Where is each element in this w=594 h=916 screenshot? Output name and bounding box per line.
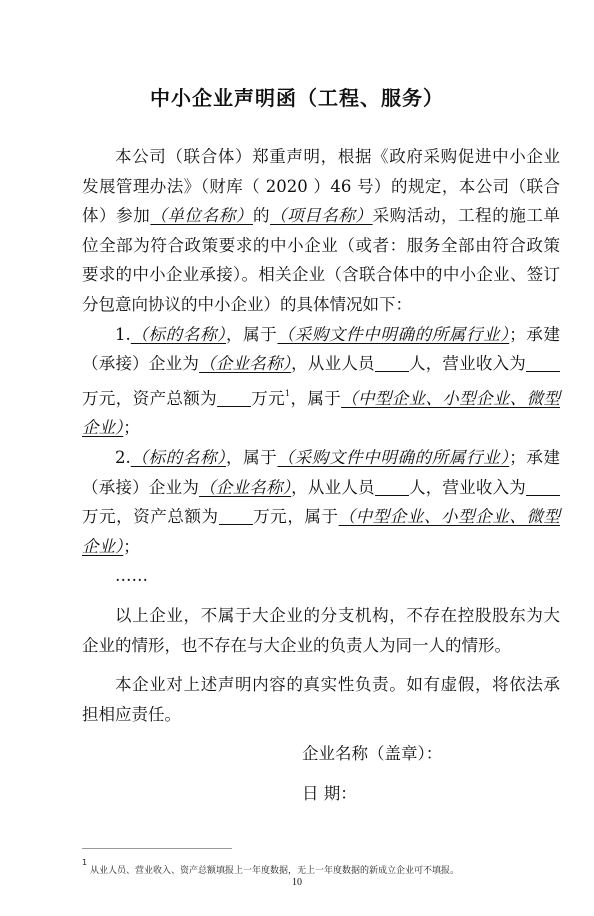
footnote-divider bbox=[82, 848, 232, 849]
declaration-body bbox=[82, 142, 560, 808]
unit-name-placeholder: （单位名称） bbox=[150, 206, 253, 226]
branch-statement-paragraph: 以上企业，不属于大企业的分支机构，不存在控股股东为大企业的情形，也不存在与大企业的负责人为同一人的情形。 bbox=[82, 605, 560, 655]
footnote bbox=[82, 858, 459, 876]
list-item bbox=[82, 443, 560, 561]
footnote-text: 从业人员、营业收入、资产总额填报上一年度数据，无上一年度数据的新成立企业可不填报。 bbox=[89, 866, 459, 876]
item-number: 2. bbox=[115, 447, 131, 467]
revenue-blank bbox=[526, 478, 560, 496]
intro-text-3: 采购活动，工程的施工单位全部为符合政策要求的中小企业（或者：服务全部由符合政策要求的中小企业承接）。相关企业（含联合体中的中小企业、签订分包意向协议的中小企业）的具体情况如下： bbox=[82, 206, 561, 314]
asset-unit-text: 万元 bbox=[252, 507, 288, 527]
intro-text-2: 的 bbox=[252, 206, 271, 226]
asset-blank bbox=[219, 508, 253, 526]
staff-unit-text: 人，营业收入为 bbox=[408, 477, 527, 497]
asset-unit-text: 万元 bbox=[250, 388, 286, 408]
company-name-placeholder: （企业名称） bbox=[199, 477, 292, 497]
belongs-text: ，属于 bbox=[226, 324, 278, 344]
asset-blank bbox=[217, 389, 251, 407]
enterprise-size-placeholder: （中型企业、小型企业、微型企业） bbox=[82, 388, 561, 438]
semicolon: ； bbox=[509, 447, 526, 467]
company-name-placeholder: （企业名称） bbox=[199, 354, 292, 374]
enterprise-size-placeholder: （中型企业、小型企业、微型企业） bbox=[82, 507, 561, 556]
revenue-blank bbox=[526, 355, 560, 373]
item-end: ； bbox=[123, 536, 140, 556]
revenue-unit-text: 万元，资产总额为 bbox=[82, 388, 217, 408]
staff-blank bbox=[375, 355, 409, 373]
industry-placeholder: （采购文件中明确的所属行业） bbox=[277, 324, 510, 344]
intro-paragraph bbox=[82, 142, 560, 320]
project-name-placeholder: （项目名称） bbox=[270, 206, 373, 226]
semicolon: ； bbox=[509, 324, 526, 344]
signature-date-line: 日 期： bbox=[302, 783, 357, 803]
ellipsis: …… bbox=[115, 566, 148, 586]
intro-text-1: 本公司（联合体）郑重声明，根据《政府采购促进中小企业发展管理办法》（财库（ 2020 ）46 号）的规定，本公司（联合体）参加 bbox=[82, 147, 560, 226]
signature-company-line: 企业名称（盖章）： bbox=[302, 744, 443, 764]
staff-blank bbox=[375, 478, 409, 496]
belongs-text-2: ，属于 bbox=[287, 507, 339, 527]
industry-placeholder: （采购文件中明确的所属行业） bbox=[277, 447, 510, 467]
footnote-number: 1 bbox=[82, 858, 88, 867]
belongs-text: ，属于 bbox=[226, 447, 278, 467]
belongs-text-2: ，属于 bbox=[290, 388, 342, 408]
item-end: ； bbox=[123, 418, 140, 438]
target-name-placeholder: （标的名称） bbox=[130, 324, 227, 344]
revenue-unit-text: 万元，资产总额为 bbox=[82, 507, 219, 527]
target-name-placeholder: （标的名称） bbox=[130, 447, 227, 467]
footnote-marker: 1 bbox=[285, 388, 291, 398]
page-number: 10 bbox=[292, 877, 302, 888]
builder-text: 承建（承接）企业为 bbox=[82, 324, 561, 374]
page-title: 中小企业声明函（工程、服务） bbox=[150, 86, 444, 110]
responsibility-paragraph: 本企业对上述声明内容的真实性负责。如有虚假，将依法承担相应责任。 bbox=[82, 675, 560, 724]
staff-text: ，从业人员 bbox=[291, 477, 375, 497]
staff-text: ，从业人员 bbox=[291, 354, 375, 374]
builder-text: 承建（承接）企业为 bbox=[82, 447, 561, 497]
staff-unit-text: 人，营业收入为 bbox=[408, 354, 527, 374]
list-item bbox=[82, 320, 560, 443]
item-number: 1. bbox=[115, 324, 131, 344]
